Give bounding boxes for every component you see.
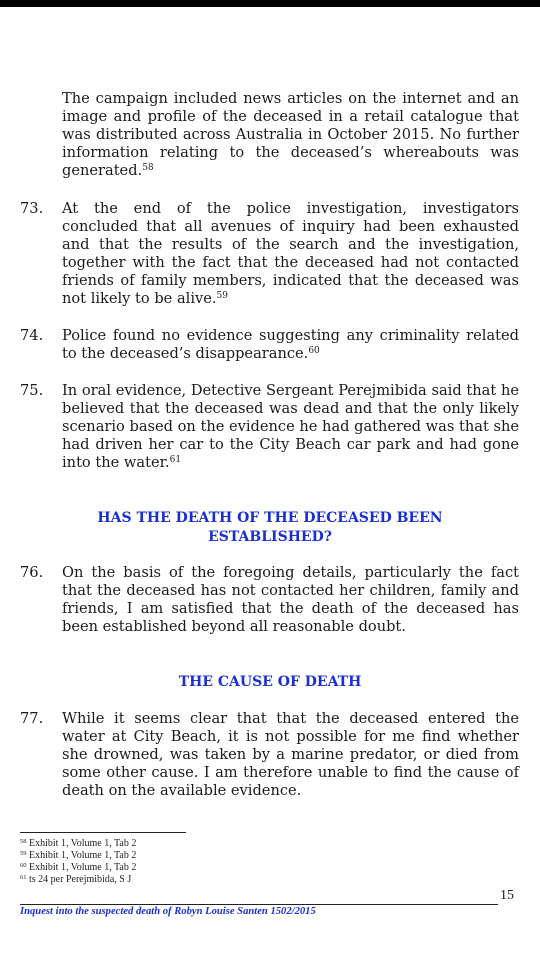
paragraph-number: 74. — [20, 327, 44, 344]
footnote-number: 60 — [20, 862, 27, 869]
footnote-ref[interactable]: 60 — [308, 346, 320, 357]
heading-line: ESTABLISHED? — [208, 529, 332, 545]
footer-divider — [20, 904, 498, 905]
footnote-number: 61 — [20, 874, 27, 881]
footnote-ref[interactable]: 61 — [169, 455, 182, 466]
footnote-divider — [20, 832, 186, 833]
section-heading-death-established — [62, 509, 478, 547]
heading-line: THE CAUSE OF DEATH — [178, 674, 362, 690]
page-number: 15 — [500, 888, 514, 903]
heading-line: HAS THE DEATH OF THE DECEASED BEEN — [97, 510, 443, 526]
paragraph-text: On the basis of the foregoing details, particularly the fact that the deceased has not contacted her children, family and friends, I am satisfied that the death of the deceased has been established beyond all reasonable doubt. — [62, 564, 519, 636]
paragraph-number: 77. — [20, 710, 44, 727]
paragraph-number: 76. — [20, 564, 44, 581]
paragraph-75 — [62, 382, 519, 472]
paragraph-74 — [62, 327, 519, 363]
footnote-ref[interactable]: 58 — [142, 163, 154, 174]
footer-title: Inquest into the suspected death of Robyn Louise Santen 1502/2015 — [20, 906, 316, 917]
paragraph-text: Police found no evidence suggesting any criminality related to the deceased’s disappearance. — [62, 327, 519, 363]
footnote — [20, 874, 131, 885]
footnote — [20, 850, 136, 861]
footnote-number: 58 — [20, 838, 27, 845]
footnote-number: 59 — [20, 850, 27, 857]
footnote-ref[interactable]: 59 — [216, 291, 228, 302]
paragraph-76 — [62, 564, 519, 636]
footnote — [20, 862, 136, 873]
paragraph-77 — [62, 710, 519, 800]
paragraph-73 — [62, 200, 519, 309]
paragraph-text: At the end of the police investigation, investigators concluded that all avenues of inquiry had been exhausted and that the results of the search and the investigation, together with the fact that the deceased had not contacted friends of family members, indicated that the deceased was not likely to be alive. — [62, 200, 519, 308]
footnote-text: ts 24 per Perejmibida, S J — [29, 874, 132, 885]
footnote-text: Exhibit 1, Volume 1, Tab 2 — [29, 862, 137, 873]
paragraph-text: The campaign included news articles on the internet and an image and profile of the deceased in a retail catalogue that was distributed across Australia in October 2015. No further information relating to the deceased’s whereabouts was generated. — [62, 90, 519, 180]
paragraph-number: 73. — [20, 200, 44, 217]
paragraph-number: 75. — [20, 382, 44, 399]
footnote-text: Exhibit 1, Volume 1, Tab 2 — [29, 838, 137, 849]
paragraph-text: In oral evidence, Detective Sergeant Perejmibida said that he believed that the deceased was dead and that the only likely scenario based on the evidence he had gathered was that she had driven her car to the City Beach car park and had gone into the water. — [62, 382, 519, 472]
footnote-text: Exhibit 1, Volume 1, Tab 2 — [29, 850, 137, 861]
footnote — [20, 838, 136, 849]
section-heading-cause-of-death — [62, 673, 478, 692]
paragraph-intro — [62, 90, 519, 180]
paragraph-text: While it seems clear that that the deceased entered the water at City Beach, it is not possible for me find whether she drowned, was taken by a marine predator, or died from some other cause. I am therefore unable to find the cause of death on the available evidence. — [62, 710, 519, 800]
